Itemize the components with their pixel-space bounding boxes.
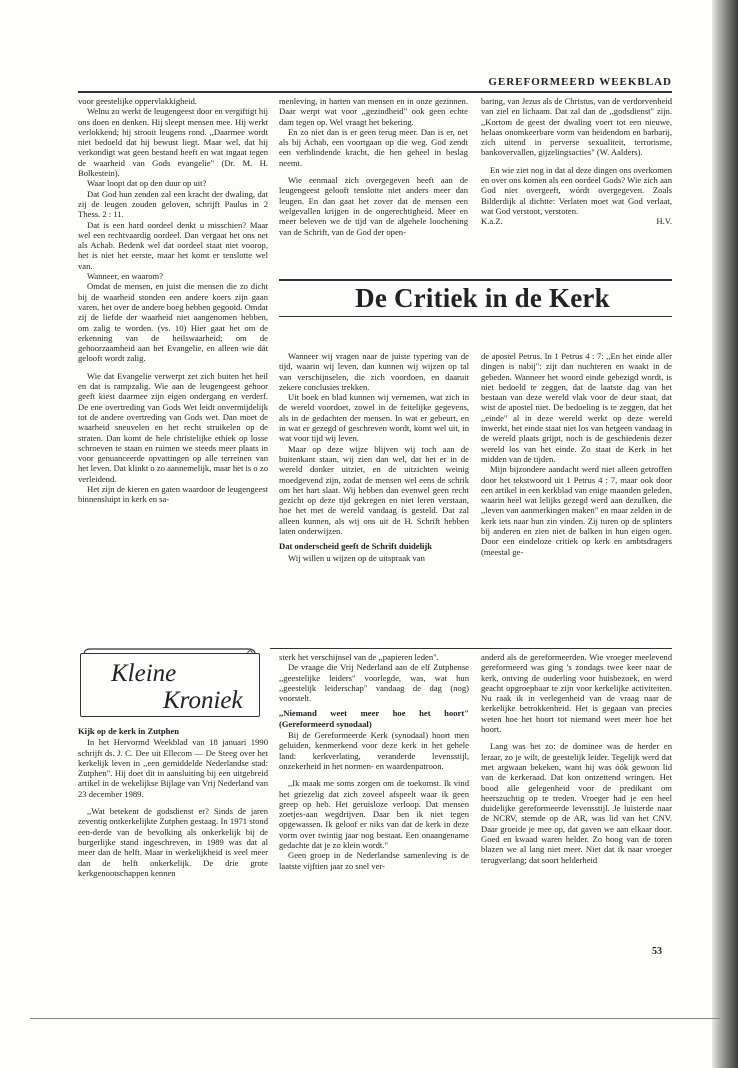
paragraph: ,,Wat betekent de godsdienst er? Sinds de jaren zeventig ontkerkelijkte Zutphen gestaag. In 1971 stond een-derde van de bevolking als onkerkelijk bij de burgerlijke stand ingeschreven, in 1989 was dat al meer dan de helft. Maar in werkelijkheid is veel meer dan de helft onkerkelijk. De drie grote kerkgenootschappen kennen: [78, 806, 268, 878]
top-article-col-1: [78, 96, 268, 505]
bottom-rule: [30, 1018, 720, 1019]
paragraph: baring, van Jezus als de Christus, van de verdorvenheid van ziel en lichaam. Dat zal dan de ,,godsdienst" zijn. ,,Kortom de geest der dwaling voert tot een nieuwe, helaas onomkeerbare vorm van heidendom en barbarij, zich uitend in perverse sexualiteit, terrorisme, bankovervallen, gijzelingsacties" (W. Aalders).: [481, 96, 672, 158]
paragraph: Waar loopt dat op den duur op uit?: [87, 178, 207, 189]
subheading: Kijk op de kerk in Zutphen: [78, 726, 180, 736]
section-divider-rule: [270, 648, 672, 649]
page-number: 53: [652, 946, 662, 957]
paragraph: Het zijn de kieren en gaten waardoor de leugengeest binnensluipt in kerk en sa-: [78, 483, 268, 505]
paragraph: Lang was het zo: de dominee was de herder en leraar, zo je wilt, de geestelijk leider. Tegelijk werd dat met argwaan bekeken, want hij was óók gewoon lid van de kerkeraad. Dat kon ontzettend wringen. Het bood alle gelegenheid voor de predikant om heerszuchtig op te treden. Vroeger had je een heel duidelijke gereformeerde levensstijl. Je luisterde naar de NCRV, stemde op de AR, was lid van het CNV. Daar groeide je mee op, dat gaven we aan elkaar door. Goed en kwaad waren helder. Zo hoog van de toren blazen we al lang niet meer. Niet dat ik naar vroeger terugverlang; dat soort helderheid: [481, 741, 672, 865]
paragraph: Maar op deze wijze blijven wij toch aan de buitenkant staan, wij zien dan wel, dat het er in de wereld donker uitziet, en de uitzichten weinig moedgevend zijn, zodat de mensen wel eens de schrik om het hart slaat. Wij hebben dan evenwel geen recht gezicht op deze tijd gekregen en niet leren verstaan, hoe het met de wereld vandaag is gesteld. Dat zal alleen kunnen, als wij ons uit de H. Schrift hebben laten onderwijzen.: [279, 443, 469, 537]
paragraph: Dat God hun zenden zal een kracht der dwaling, dat zij de leugen zouden geloven, schrijft Paulus in 2 Thess. 2 : 11.: [78, 188, 268, 220]
header-rule: [78, 91, 672, 93]
paragraph: Wie dat Evangelie verwerpt zet zich buiten het heil en dat is rampzalig. Wie aan de leugengeest gehoor geeft kiest daarmee zijn eigen ondergang en verderf. De ene overtreding van Gods Wet leidt onvermijdelijk tot de andere overtreding van Gods wet. Dan moet de waarheid sneuvelen en het recht struikelen op de straten. Dan komt de hele christelijke ethiek op losse schroeven te staan en ruimen we steeds meer plaats in voor genuanceerde opvattingen op alle terreinen van het leven. Dat klinkt o zo aannemelijk, maar het is o zo verleidend.: [78, 370, 268, 484]
kleine-kroniek-logo: [80, 653, 260, 717]
paragraph: menleving, in harten van mensen en in onze gezinnen. Daar werpt wat voor ,,gezindheid" ook geen echte dam tegen op. Wel vraagt het bekering.: [279, 96, 468, 127]
logo-word-kroniek: Kroniek: [163, 687, 243, 714]
paragraph: Wanneer, en waarom?: [87, 271, 164, 282]
paragraph: Bij de Gereformeerde Kerk (synodaal) hoort men geluiden, kenmerkend voor deze kerk in het gehele land: kerkverlating, veranderde levensstijl, onzekerheid in het normen- en waardenpatroon.: [279, 730, 469, 771]
paragraph: Wanneer wij vragen naar de juiste typering van de tijd, waarin wij leven, dan kunnen wij wijzen op tal van verschijnselen, die zich voordoen, en daaruit zekere conclusies trekken.: [279, 351, 469, 392]
paragraph: sterk het verschijnsel van de ,,papieren leden".: [279, 652, 439, 662]
running-header: GEREFORMEERD WEEKBLAD: [488, 76, 672, 88]
article-title: De Critiek in de Kerk: [355, 283, 610, 313]
paragraph: Omdat de mensen, en juist die mensen die zo dicht bij de waarheid stonden een andere koers zijn gaan varen, het over de andere boeg hebben gegooid. Omdat zij de liefde der waarheid niet aangenomen hebben, om zalig te worden. (vs. 10) Hier gaat het om de erkenning van de heilswaarheid; om de gehoorzaamheid aan het Evangelie, en alleen wie dát gelooft wordt zalig.: [78, 281, 268, 364]
paragraph: Dat is een hard oordeel denkt u misschien? Maar wel een rechtvaardig oordeel. Dan vergaat het ons net als Achab. Bedenk wel dat oordeel staat niet voorop, het is niet het eerste, maar het komt er tenslotte wel van.: [78, 219, 268, 271]
paragraph: Geen groep in de Nederlandse samenleving is de laatste vijftien jaar zo snel ver-: [279, 850, 469, 871]
paragraph: de apostel Petrus. In 1 Petrus 4 : 7: ,,En het einde aller dingen is nabij": zijt dan nuchteren en waakt in de gebeden. Wanneer het woord einde gebezigd wordt, is niet bedoeld te zeggen, dat de laatste dag van het bestaan van deze wereld vlak voor de deur staat, dat wist de apostel niet. De bedoeling is te zeggen, dat het ,,einde" al in deze wereld werkt op deze wereld inwerkt, het einde staat niet los van hetgeen vandaag in de wereld plaats grijpt, noch is de geschiedenis dezer wereld los van het einde. Zo staat de Kerk in het midden van de tijden.: [481, 351, 672, 464]
top-article-col-3: [481, 96, 672, 227]
paragraph: Uit boek en blad kunnen wij vernemen, wat zich in de wereld voordoet, zowel in de feitelijke gegevens, als in de gedachten der mensen. In wat er gebeurt, en in wat er gezegd of geschreven wordt, komt wel uit, in wat voor tijd wij leven.: [279, 392, 469, 444]
paragraph: In het Hervormd Weekblad van 18 januari 1990 schrijft ds. J. C. Dee uit Ellecom — De Steeg over het kerkelijk leven in ,,een gemiddelde Nederlandse stad: Zutphen". Hij doet dit in aansluiting bij een uitgebreid artikel in de wekelijkse Bijlage van Vrij Nederland van 23 december 1989.: [78, 737, 268, 799]
paragraph: Wij willen u wijzen op de uitspraak van: [288, 552, 425, 563]
subheading: Dat onderscheid geeft de Schrift duidelijk: [279, 541, 433, 552]
page-binding-shadow: [712, 0, 738, 1068]
paragraph: anderd als de gereformeerden. Wie vroeger meelevend gereformeerd was ging 's zondags twee keer naar de kerk, ontving de ouderling voor huisbezoek, en werd geacht opgroepbaar te zijn voor kerkelijke activiteiten. Nu raak ik in verlegenheid van de vraag naar de kerkelijke betrokkenheid. Het is gegaan van precies weten hoe het hoort tot niemand weet meer hoe het hoort.: [481, 652, 672, 735]
paragraph: De vraage die Vrij Nederland aan de elf Zutphense ,,geestelijke leiders" voorlegde, was, wat hun ,,geestelijk leiderschap" vandaag de dag (nog) voorstelt.: [279, 662, 469, 704]
critiek-col-left: [279, 351, 469, 563]
signature-right: H.V.: [656, 216, 672, 227]
paragraph: ,,Ik maak me soms zorgen om de toekomst. Ik vind het griezelig dat zich zoveel afspeelt waar ik geen greep op heb. Het geruisloze verloop. Dat mensen zoetjes-aan wegdrijven. Daar ben ik niet tegen opgewassen. Ik geloof er niks van dat de kerk in deze vorm over twintig jaar nog bestaat. Een onaangename gedachte dat je zo klein wordt.": [279, 778, 469, 851]
paragraph: Mijn bijzondere aandacht werd niet alleen getroffen door het tekstwoord uit 1 Petrus 4 : 7, maar ook door een artikel in een kerkblad van enige maanden geleden, waarin heel wat lelijks gezegd werd aan dezulken, die ,,leven van aanmerkingen maken" en maar zelden in de kerk iets naar hun zin vinden. Zij turen op de splinters bij anderen en zien niet de balken in hun eigen ogen. Door een eindeloze critiek op kerk en ambtsdragers (meestal ge-: [481, 464, 672, 557]
kroniek-col-2: [279, 652, 469, 871]
article-separator-rule: [279, 279, 672, 281]
paragraph: Welnu zo werkt de leugengeest door en vergiftigt hij ons doen en denken. Hij sleept mensen mee. Hij werkt verlokkend; hij strooit leugens rond. ,,Daarmee wordt niet bedoeld dat hij bewust liegt. Maar wel, dat hij verkondigt wat geen bestand heeft en wat ingaat tegen de waarheid van Gods evangelie" (Dr. M. H. Bolkestein).: [78, 106, 268, 179]
logo-word-kleine: Kleine: [111, 660, 177, 687]
paragraph: En zo niet dan is er geen terug meer. Dan is er, net als bij Achab, een voortgaan op die weg. God zendt een verblindende kracht, die hen geheel in beslag neemt.: [279, 126, 468, 168]
title-underline-rule: [279, 316, 672, 317]
critiek-col-right: [481, 351, 672, 557]
paragraph: voor geestelijke oppervlakkigheid.: [78, 96, 198, 106]
kroniek-col-1: [78, 726, 268, 878]
paragraph: En wie ziet nog in dat al deze dingen ons overkomen en over ons komen als een oordeel Gods? Wie zich aan God niet overgeeft, wórdt overgegeven. Zoals Bilderdijk al dichtte: Verlaten moet wat God verlaat, wat God verstoot, verstoten.: [481, 164, 672, 216]
subheading: ,,Niemand weet meer hoe het hoort" (Gereformeerd synodaal): [279, 708, 469, 729]
signature-line: [481, 216, 672, 226]
top-article-col-2: [279, 96, 468, 237]
paragraph: Wie eenmaal zich overgegeven heeft aan de leugengeest gelooft tenslotte niet anders meer dan leugen. En dan gaat het zover dat de mensen een welgevallen krijgen in de ongerechtigheid. Meer en meer beleven we de tijd van de algehele loochening van de Schrift, van de God der open-: [279, 175, 468, 237]
kroniek-col-3: [481, 652, 672, 865]
signature-left: K.a.Z.: [481, 216, 503, 227]
